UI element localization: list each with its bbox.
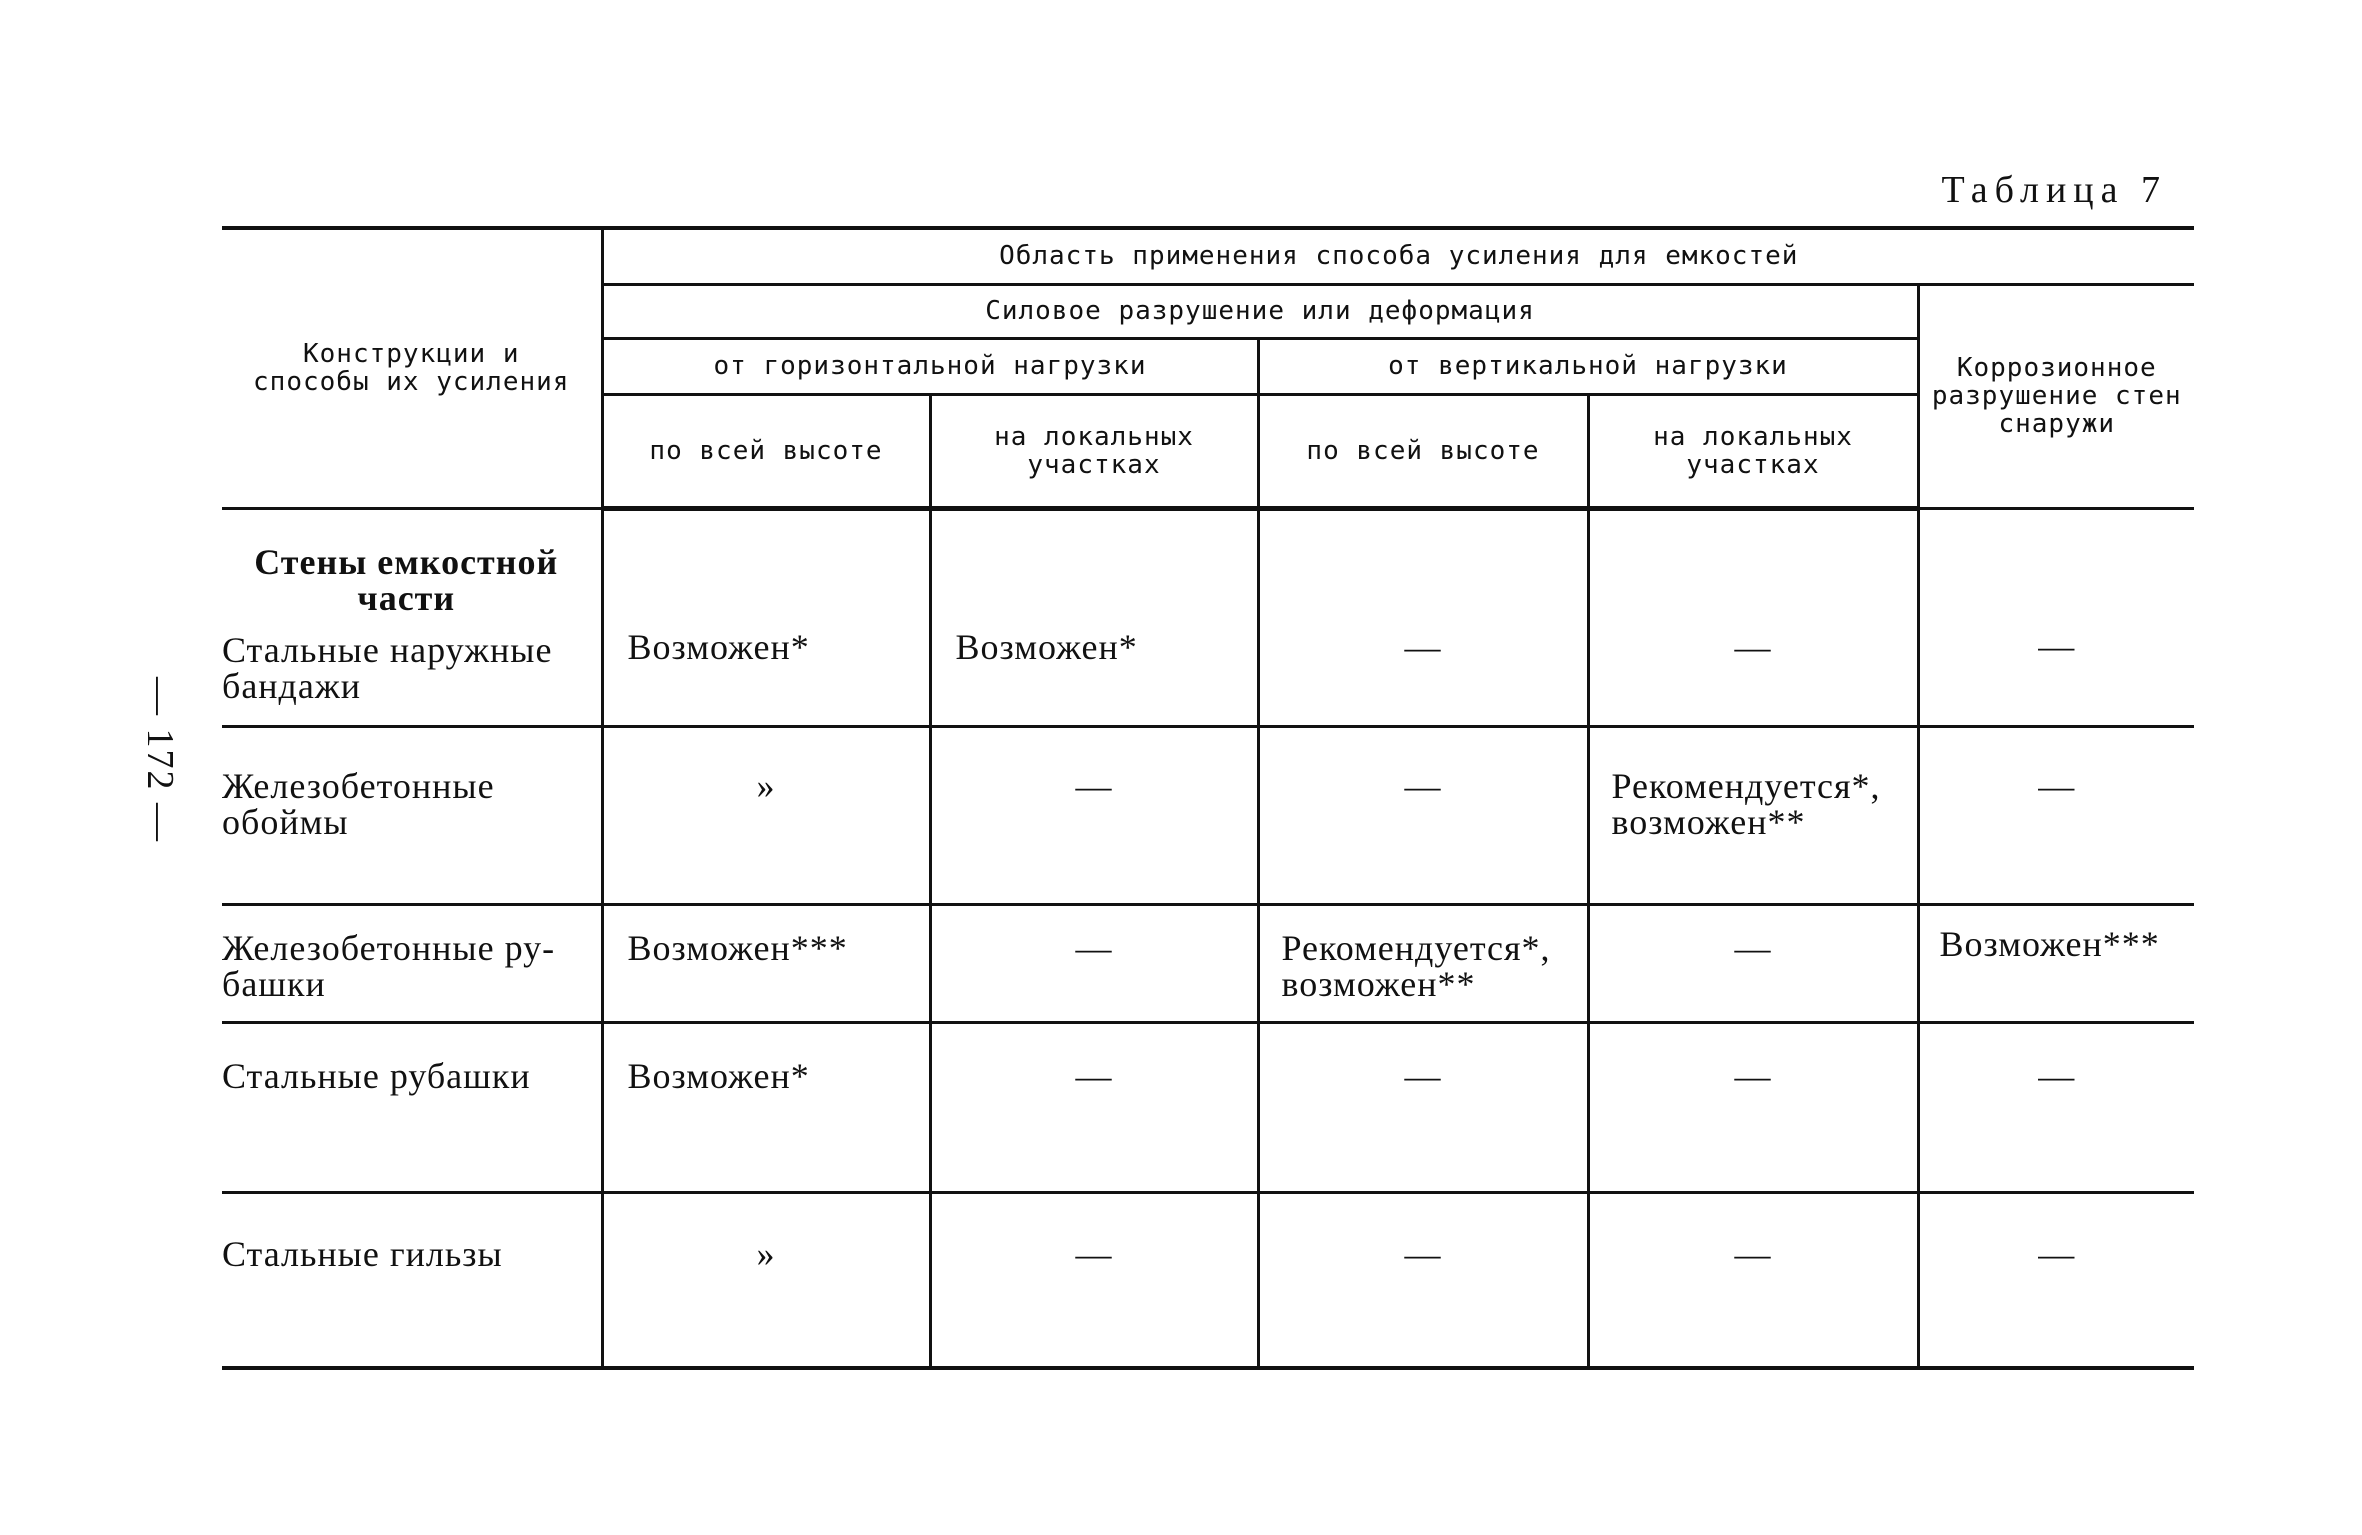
row-label-text: Стальные наружные бандажи bbox=[222, 629, 553, 706]
cell-corrosion: — bbox=[1918, 508, 2194, 726]
row-label: Стальные гильзы bbox=[222, 1192, 602, 1368]
header-corrosion: Коррозионное разрушение стен снаружи bbox=[1918, 284, 2194, 508]
table-row bbox=[222, 1192, 2194, 1368]
header-v-local: на локальных участках bbox=[1588, 394, 1918, 508]
header-h-local: на локальных участках bbox=[930, 394, 1258, 508]
table-row bbox=[222, 726, 2194, 904]
page-number bbox=[130, 660, 190, 860]
cell-h-local: — bbox=[930, 904, 1258, 1022]
header-force: Силовое разрушение или деформация bbox=[602, 284, 1918, 338]
cell-v-local: — bbox=[1588, 1192, 1918, 1368]
cell-v-full: — bbox=[1258, 1192, 1588, 1368]
reinforcement-table-container bbox=[222, 226, 2194, 1370]
table-row bbox=[222, 508, 2194, 726]
header-area: Область применения способа усиления для емкостей bbox=[602, 228, 2194, 284]
cell-v-full: — bbox=[1258, 726, 1588, 904]
table-header bbox=[222, 228, 2194, 508]
cell-h-local: — bbox=[930, 1022, 1258, 1192]
cell-h-full: Возможен* bbox=[602, 1022, 930, 1192]
reinforcement-table bbox=[222, 226, 2194, 1370]
header-vertical: от вертикальной нагрузки bbox=[1258, 338, 1918, 394]
page-number-text: — 172 — bbox=[139, 677, 181, 843]
section-title: Стены емкостной части bbox=[254, 541, 559, 618]
cell-v-local: — bbox=[1588, 904, 1918, 1022]
row-label: Стальные рубашки bbox=[222, 1022, 602, 1192]
table-title: Таблица 7 bbox=[1941, 169, 2167, 211]
cell-corrosion: — bbox=[1918, 1192, 2194, 1368]
cell-corrosion: — bbox=[1918, 726, 2194, 904]
cell-h-full: Возможен*** bbox=[602, 904, 930, 1022]
cell-corrosion: Возможен*** bbox=[1918, 904, 2194, 1022]
table-row bbox=[222, 904, 2194, 1022]
header-horizontal: от горизонтальной нагрузки bbox=[602, 338, 1258, 394]
header-v-full-height: по всей высоте bbox=[1258, 394, 1588, 508]
cell-h-full: » bbox=[602, 1192, 930, 1368]
cell-v-local: Рекомендуется*, возможен** bbox=[1588, 726, 1918, 904]
cell-v-full: Рекомендуется*, возможен** bbox=[1258, 904, 1588, 1022]
cell-h-full: » bbox=[602, 726, 930, 904]
cell-v-full: — bbox=[1258, 1022, 1588, 1192]
table-row bbox=[222, 1022, 2194, 1192]
cell-v-full: — bbox=[1258, 508, 1588, 726]
cell-h-full: Возможен* bbox=[602, 508, 930, 726]
header-constructions: Конструкции и способы их усиления bbox=[222, 228, 602, 508]
cell-corrosion: — bbox=[1918, 1022, 2194, 1192]
cell-h-local: Возможен* bbox=[930, 508, 1258, 726]
cell-v-local: — bbox=[1588, 1022, 1918, 1192]
header-h-full-height: по всей высоте bbox=[602, 394, 930, 508]
cell-v-local: — bbox=[1588, 508, 1918, 726]
row-label: Железобетонные ру-башки bbox=[222, 904, 602, 1022]
row-label bbox=[222, 508, 602, 726]
row-label: Железобетонные обоймы bbox=[222, 726, 602, 904]
cell-h-local: — bbox=[930, 726, 1258, 904]
cell-h-local: — bbox=[930, 1192, 1258, 1368]
table-body bbox=[222, 508, 2194, 1368]
